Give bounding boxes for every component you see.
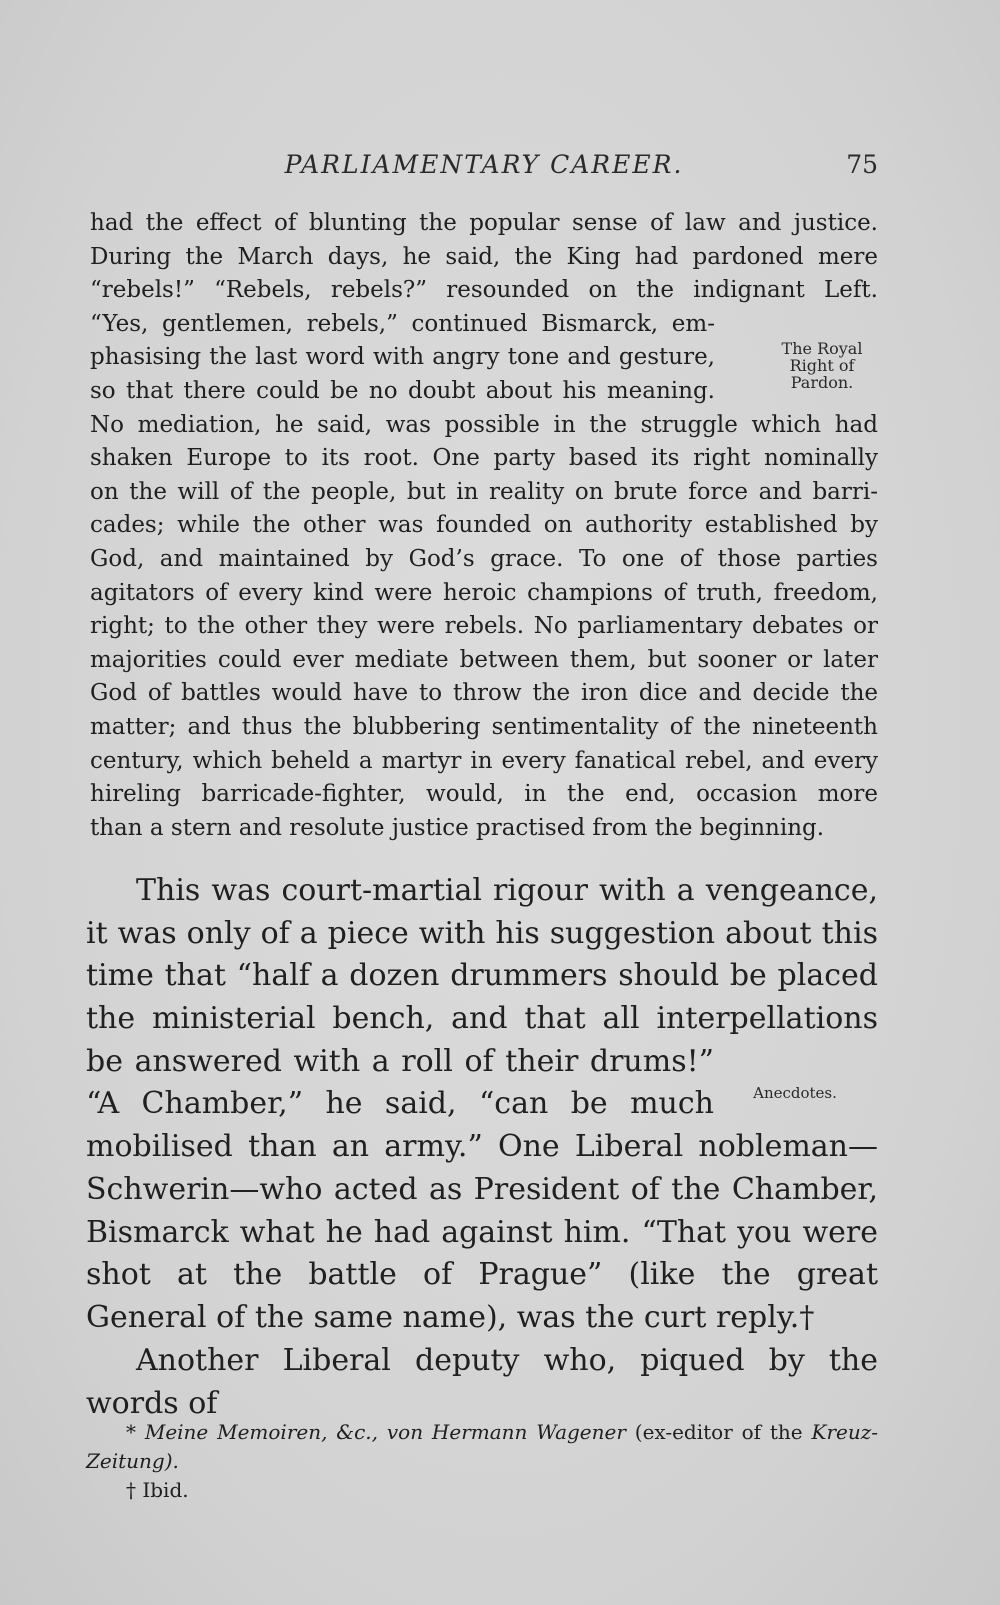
text-line: so that there could be no doubt about his meaning. (90, 377, 715, 404)
text-line: mobilised than an army.” One Liberal nobleman— (86, 1129, 878, 1165)
footnote-title: Meine Memoiren, &c., von Hermann Wagener (144, 1420, 626, 1444)
text-line: God, and maintained by God’s grace. To one of those parties (90, 545, 878, 572)
margin-note-line: The Royal (781, 339, 863, 358)
quoted-speech-block (90, 207, 878, 845)
text-line: phasising the last word with angry tone and gesture, (90, 344, 715, 371)
text-line: Bismarck what he had against him. “That you were (86, 1214, 878, 1250)
footnote-2: † Ibid. (126, 1478, 189, 1502)
text-line: This was court-martial rigour with a vengeance, (136, 873, 878, 908)
text-line: shot at the battle of Prague” (like the great (86, 1257, 878, 1293)
next-paragraph: Another Liberal deputy who, piqued by the words of (86, 1343, 878, 1421)
text-line: had the effect of blunting the popular sense of law and justice. (90, 210, 878, 236)
text-line: “rebels!” “Rebels, rebels?” resounded on the indignant Left. (90, 277, 878, 304)
text-line: the ministerial bench, and that all interpellations (86, 1001, 878, 1037)
text-line: “Yes, gentlemen, rebels,” continued Bismarck, em- (90, 310, 715, 337)
text-line: cades; while the other was founded on authority established by (90, 512, 878, 539)
text-line: “A Chamber,” he said, “can be much (86, 1086, 714, 1122)
page-number: 75 (846, 150, 878, 179)
text-line: majorities could ever mediate between them, but sooner or later (90, 646, 878, 673)
text-line: hireling barricade-fighter, would, in the end, occasion more (90, 781, 878, 808)
margin-note-line: Pardon. (790, 373, 854, 392)
text-line: century, which beheld a martyr in every fanatical rebel, and every (90, 747, 878, 774)
text-line: shaken Europe to its root. One party based its right nominally (90, 445, 878, 472)
text-line: General of the same name), was the curt reply.† (86, 1299, 815, 1335)
footnote-1 (86, 1418, 878, 1476)
text-line: right; to the other they were rebels. No parliamentary debates or (90, 613, 878, 640)
footnote-text: (ex-editor of the (634, 1420, 803, 1444)
text-line: matter; and thus the blubbering sentimentality of the nineteenth (90, 713, 878, 740)
footnote-title-2: Kreuz-Zeitung). (86, 1420, 879, 1473)
text-line: Schwerin—who acted as President of the Chamber, (86, 1171, 878, 1207)
margin-note-anecdotes: Anecdotes. (753, 1084, 837, 1102)
margin-note-line: Right of (789, 356, 855, 375)
text-line: on the will of the people, but in reality on brute force and barri- (90, 478, 878, 505)
text-line: agitators of every kind were heroic champions of truth, freedom, (90, 579, 878, 606)
text-line: than a stern and resolute justice practised from the beginning. (90, 814, 825, 841)
text-line: No mediation, he said, was possible in the struggle which had (90, 411, 878, 438)
main-paragraph (86, 870, 878, 1340)
text-line: it was only of a piece with his suggestion about this (86, 915, 878, 951)
text-line: God of battles would have to throw the iron dice and decide the (90, 680, 878, 707)
running-title: PARLIAMENTARY CAREER. (284, 150, 684, 179)
footnote-marker: * (126, 1420, 136, 1444)
text-line: time that “half a dozen drummers should be placed (86, 958, 878, 994)
footnotes (86, 1418, 878, 1505)
margin-note-royal-pardon (762, 340, 882, 391)
text-line: During the March days, he said, the King had pardoned mere (90, 243, 878, 270)
page-header (90, 150, 878, 190)
text-line: be answered with a roll of their drums!” (86, 1043, 714, 1079)
